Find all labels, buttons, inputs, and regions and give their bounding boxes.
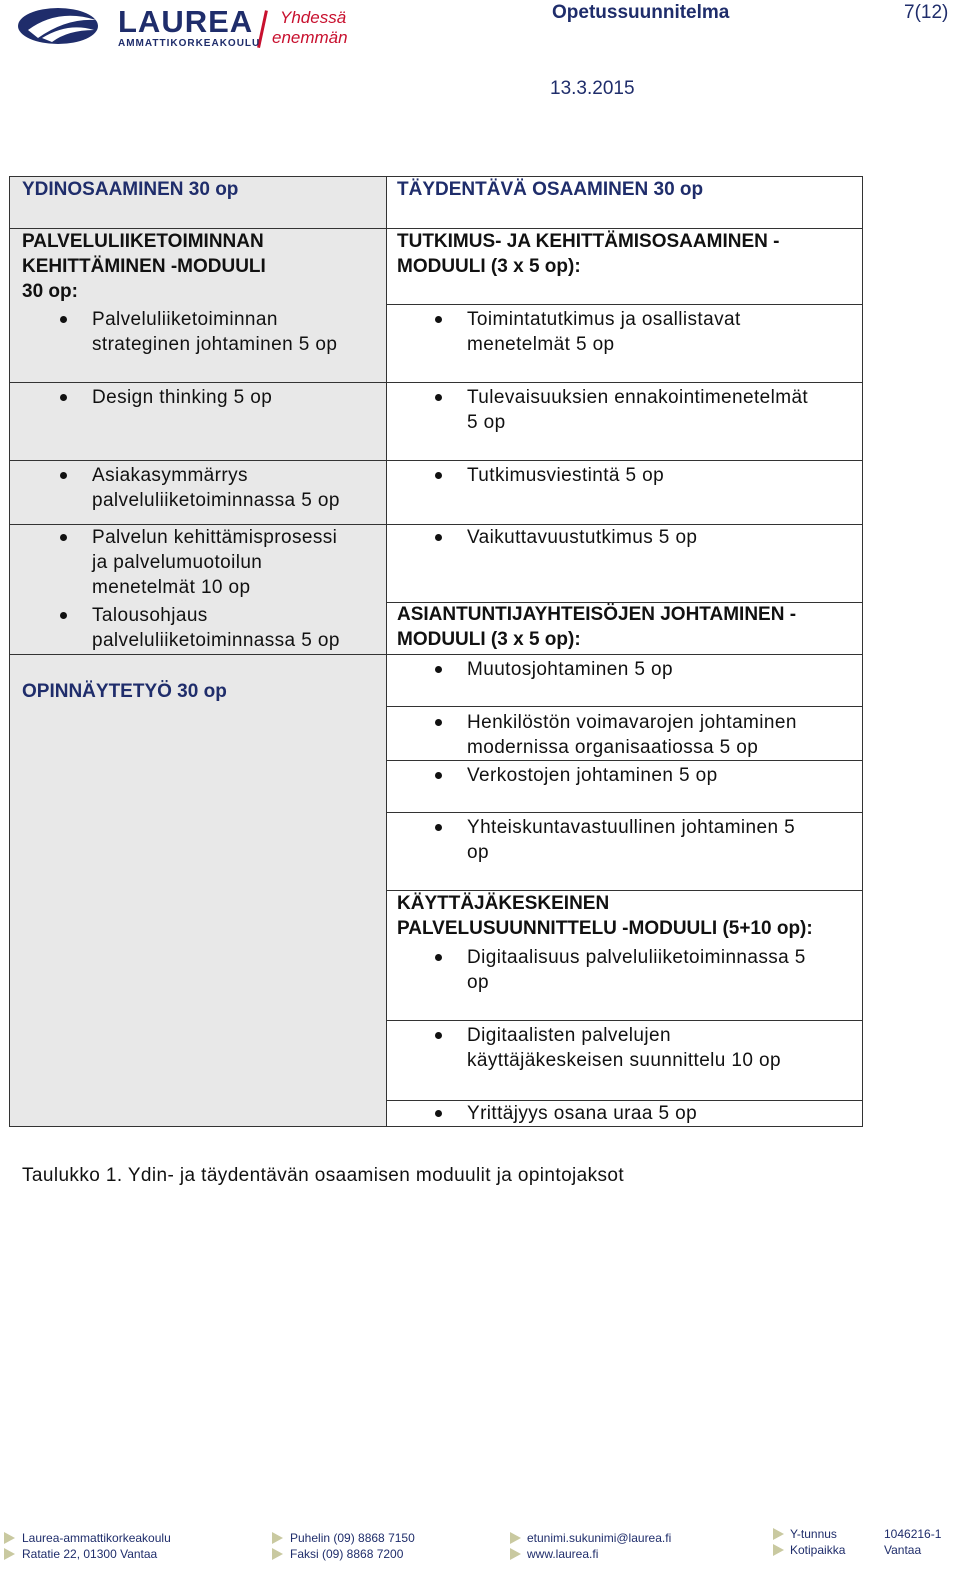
- footer-email[interactable]: etunimi.sukunimi@laurea.fi: [527, 1531, 672, 1545]
- bullet-icon: [60, 316, 67, 323]
- bullet-icon: [435, 472, 442, 479]
- list-item: Yrittäjyys osana uraa 5 op: [467, 1103, 698, 1124]
- left-rule: [9, 460, 386, 461]
- list-item: Yhteiskuntavastuullinen johtaminen 5: [467, 817, 796, 838]
- footer-ytunnus-label: Y-tunnus: [790, 1527, 837, 1541]
- bullet-icon: [435, 1110, 442, 1117]
- bullet-icon: [435, 719, 442, 726]
- leadership-module-title-line2: MODUULI (3 x 5 op):: [397, 629, 581, 650]
- logo-slogan-line1: Yhdessä: [280, 8, 347, 27]
- list-item: käyttäjäkeskeisen suunnittelu 10 op: [467, 1050, 781, 1071]
- core-module-title-line2: KEHITTÄMINEN -MODUULI: [22, 256, 266, 277]
- document-title: Opetussuunnitelma: [552, 2, 730, 23]
- list-item: op: [467, 972, 489, 993]
- arrow-icon: [773, 1528, 784, 1540]
- bullet-icon: [60, 394, 67, 401]
- bullet-icon: [60, 472, 67, 479]
- arrow-icon: [4, 1532, 15, 1544]
- list-item: Verkostojen johtaminen 5 op: [467, 765, 718, 786]
- list-item: Palvelun kehittämisprosessi: [92, 527, 338, 548]
- list-item: Talousohjaus: [92, 605, 208, 626]
- list-item: ja palvelumuotoilun: [92, 552, 263, 573]
- list-item: modernissa organisaatiossa 5 op: [467, 737, 759, 758]
- complementary-heading: TÄYDENTÄVÄ OSAAMINEN 30 op: [397, 179, 704, 200]
- list-item: palveluliiketoiminnassa 5 op: [92, 630, 340, 651]
- bullet-icon: [435, 954, 442, 961]
- document-date: 13.3.2015: [550, 78, 635, 99]
- list-item: Asiakasymmärrys: [92, 465, 248, 486]
- footer-kotipaikka-value: Vantaa: [884, 1543, 922, 1557]
- footer-web[interactable]: www.laurea.fi: [527, 1547, 599, 1561]
- bullet-icon: [435, 666, 442, 673]
- list-item: Palveluliiketoiminnan: [92, 309, 278, 330]
- list-item: Digitaalisten palvelujen: [467, 1025, 671, 1046]
- footer-address: Ratatie 22, 01300 Vantaa: [22, 1547, 158, 1561]
- list-item: menetelmät 10 op: [92, 577, 251, 598]
- bullet-icon: [435, 824, 442, 831]
- bullet-icon: [435, 1032, 442, 1039]
- core-module-title-line3: 30 op:: [22, 281, 78, 302]
- bullet-icon: [435, 394, 442, 401]
- list-item: op: [467, 842, 489, 863]
- left-rule: [9, 382, 386, 383]
- arrow-icon: [773, 1544, 784, 1556]
- bullet-icon: [435, 534, 442, 541]
- list-item: Digitaalisuus palveluliiketoiminnassa 5: [467, 947, 806, 968]
- list-item: Tutkimusviestintä 5 op: [467, 465, 665, 486]
- bullet-icon: [60, 534, 67, 541]
- arrow-icon: [272, 1548, 283, 1560]
- list-item: menetelmät 5 op: [467, 334, 615, 355]
- arrow-icon: [272, 1532, 283, 1544]
- footer-fax: Faksi (09) 8868 7200: [290, 1547, 404, 1561]
- core-module-title-line1: PALVELULIIKETOIMINNAN: [22, 231, 264, 252]
- list-item: Vaikuttavuustutkimus 5 op: [467, 527, 698, 548]
- list-item: Tulevaisuuksien ennakointimenetelmät: [467, 387, 809, 408]
- footer-kotipaikka-label: Kotipaikka: [790, 1543, 846, 1557]
- footer-ytunnus-value: 1046216-1: [884, 1527, 942, 1541]
- logo-subtitle: AMMATTIKORKEAKOULU: [118, 38, 261, 49]
- list-item: palveluliiketoiminnassa 5 op: [92, 490, 340, 511]
- list-item: Henkilöstön voimavarojen johtaminen: [467, 712, 797, 733]
- research-module-title-line1: TUTKIMUS- JA KEHITTÄMISOSAAMINEN -: [397, 231, 780, 252]
- footer-org: Laurea-ammattikorkeakoulu: [22, 1531, 171, 1545]
- footer-phone: Puhelin (09) 8868 7150: [290, 1531, 415, 1545]
- core-heading: YDINOSAAMINEN 30 op: [22, 179, 239, 200]
- arrow-icon: [510, 1532, 521, 1544]
- table-caption: Taulukko 1. Ydin- ja täydentävän osaamisen moduulit ja opintojaksot: [22, 1165, 625, 1186]
- arrow-icon: [510, 1548, 521, 1560]
- left-rule: [9, 654, 386, 655]
- list-item: strateginen johtaminen 5 op: [92, 334, 338, 355]
- page-number: 7(12): [904, 2, 949, 23]
- module-table: [9, 176, 874, 1140]
- thesis-heading: OPINNÄYTETYÖ 30 op: [22, 681, 227, 702]
- list-item: 5 op: [467, 412, 506, 433]
- bullet-icon: [60, 612, 67, 619]
- laurea-logo: [18, 4, 378, 54]
- bullet-icon: [435, 316, 442, 323]
- list-item: Design thinking 5 op: [92, 387, 273, 408]
- bullet-icon: [435, 772, 442, 779]
- arrow-icon: [4, 1548, 15, 1560]
- list-item: Toimintatutkimus ja osallistavat: [467, 309, 741, 330]
- logo-wordmark: LAUREA: [118, 4, 254, 39]
- list-item: Muutosjohtaminen 5 op: [467, 659, 673, 680]
- ux-module-title-line1: KÄYTTÄJÄKESKEINEN: [397, 893, 610, 914]
- research-module-title-line2: MODUULI (3 x 5 op):: [397, 256, 581, 277]
- logo-slogan-line2: enemmän: [272, 28, 348, 47]
- leadership-module-title-line1: ASIANTUNTIJAYHTEISÖJEN JOHTAMINEN -: [397, 604, 797, 625]
- ux-module-title-line2: PALVELUSUUNNITTELU -MODUULI (5+10 op):: [397, 918, 813, 939]
